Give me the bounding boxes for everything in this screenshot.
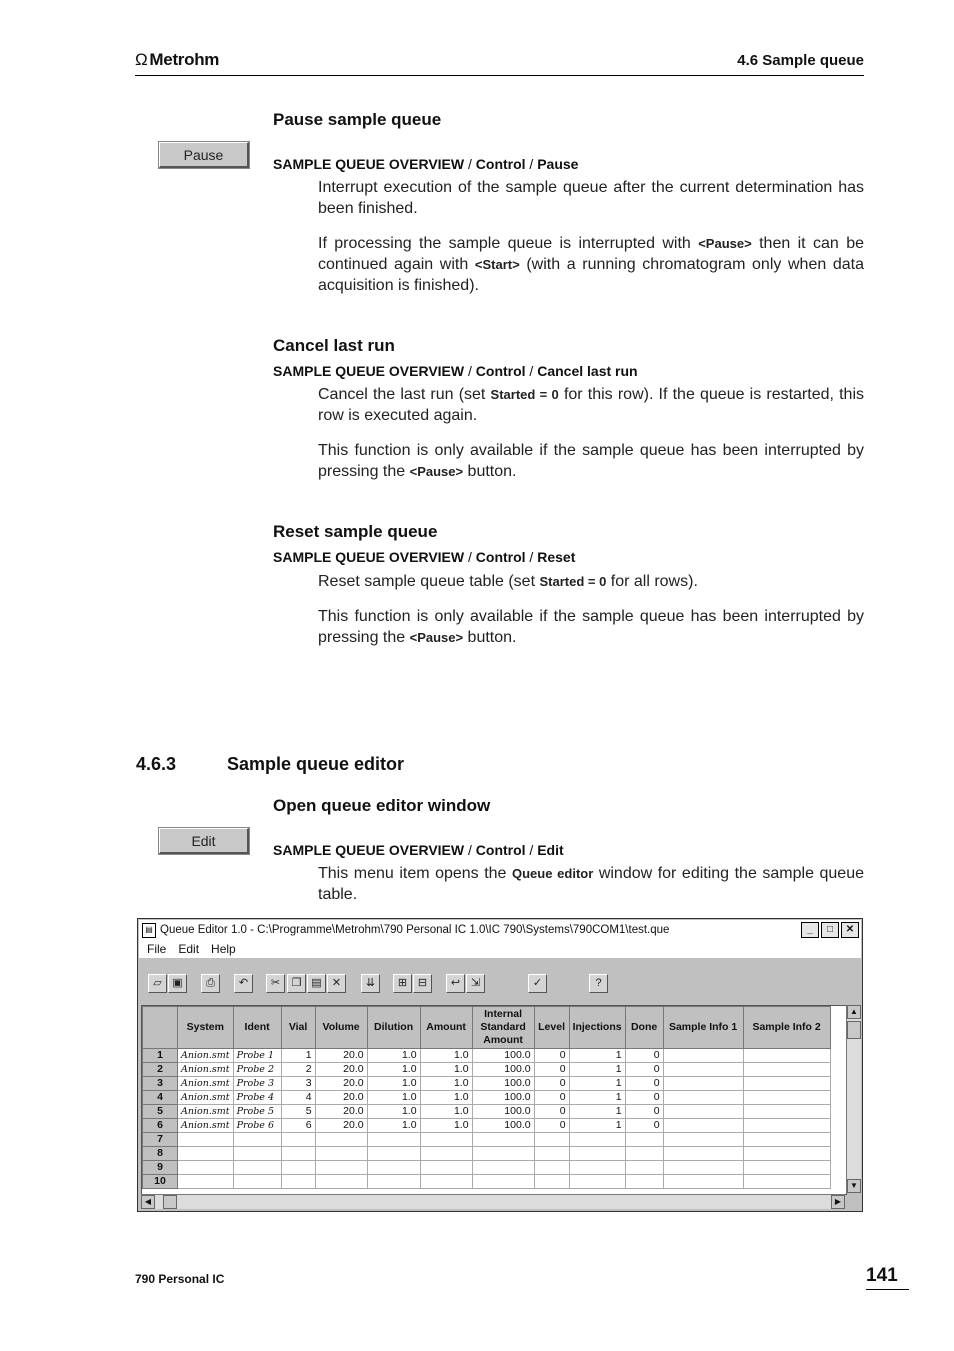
check-icon[interactable]: ✓ [528,974,547,993]
row-number[interactable]: 9 [143,1161,178,1175]
cell-vial[interactable] [281,1175,315,1189]
cell-info2[interactable] [743,1161,830,1175]
cell-volume[interactable] [315,1133,367,1147]
cell-amount[interactable]: 1.0 [420,1091,472,1105]
row-number[interactable]: 5 [143,1105,178,1119]
footer-product: 790 Personal IC [135,1272,225,1286]
import-icon[interactable]: ↩ [446,974,465,993]
cell-done[interactable]: 0 [625,1105,663,1119]
app-icon: ▤ [142,923,156,938]
table-row [143,1175,831,1189]
table-row [143,1105,831,1119]
open-heading: Open queue editor window [273,796,491,815]
cell-ident[interactable]: Probe 1 [233,1049,281,1063]
cell-inj[interactable] [569,1147,625,1161]
cell-dilution[interactable]: 1.0 [367,1077,420,1091]
cell-done[interactable] [625,1133,663,1147]
cell-inj[interactable]: 1 [569,1077,625,1091]
cell-info2[interactable] [743,1105,830,1119]
cell-volume[interactable]: 20.0 [315,1105,367,1119]
cell-vial[interactable]: 3 [281,1077,315,1091]
menubar [139,940,861,958]
cell-info1[interactable] [663,1105,743,1119]
cell-info1[interactable] [663,1091,743,1105]
cell-amount[interactable]: 1.0 [420,1063,472,1077]
scroll-left-icon[interactable]: ◀ [141,1195,155,1209]
cell-dilution[interactable] [367,1133,420,1147]
cell-amount[interactable]: 1.0 [420,1049,472,1063]
reset-para-1: Reset sample queue table (set Started = 0 for all rows). [318,573,698,590]
cell-ident[interactable]: Probe 2 [233,1063,281,1077]
cell-amount[interactable] [420,1175,472,1189]
cell-dilution[interactable]: 1.0 [367,1049,420,1063]
cell-vial[interactable]: 6 [281,1119,315,1133]
cancel-para-2: This function is only available if the sample queue has been interrupted by pressing the <Pause> button. [318,442,864,480]
cell-system[interactable]: Anion.smt [178,1105,234,1119]
toolbar [139,959,861,1004]
cell-done[interactable] [625,1147,663,1161]
cell-inj[interactable] [569,1161,625,1175]
cell-dilution[interactable] [367,1161,420,1175]
reset-para-2: This function is only available if the sample queue has been interrupted by pressing the <Pause> button. [318,608,864,646]
cell-system[interactable] [178,1133,234,1147]
cell-inj[interactable]: 1 [569,1091,625,1105]
scroll-up-icon[interactable]: ▲ [847,1005,861,1019]
paste-icon[interactable]: ▤ [307,974,326,993]
cell-info1[interactable] [663,1133,743,1147]
row-number[interactable]: 4 [143,1091,178,1105]
open-file-icon[interactable]: ▱ [148,974,167,993]
cell-ident[interactable] [233,1161,281,1175]
cell-amount[interactable] [420,1147,472,1161]
row-number[interactable]: 6 [143,1119,178,1133]
cell-vial[interactable]: 4 [281,1091,315,1105]
print-icon[interactable]: ⎙ [201,974,220,993]
cell-done[interactable] [625,1161,663,1175]
cell-done[interactable] [625,1175,663,1189]
row-number[interactable]: 10 [143,1175,178,1189]
cell-info2[interactable] [743,1133,830,1147]
queue-table [142,1006,831,1189]
cell-volume[interactable]: 20.0 [315,1077,367,1091]
cell-vial[interactable]: 2 [281,1063,315,1077]
cell-level[interactable]: 0 [534,1091,569,1105]
row-number[interactable]: 8 [143,1147,178,1161]
cell-info1[interactable] [663,1161,743,1175]
cell-inj[interactable]: 1 [569,1119,625,1133]
reset-menu-path: SAMPLE QUEUE OVERVIEW / Control / Reset [273,549,576,565]
cell-inj[interactable]: 1 [569,1049,625,1063]
cell-level[interactable]: 0 [534,1063,569,1077]
cell-volume[interactable]: 20.0 [315,1049,367,1063]
cell-volume[interactable] [315,1161,367,1175]
cell-inj[interactable] [569,1133,625,1147]
cell-isa[interactable]: 100.0 [472,1077,534,1091]
table-row [143,1063,831,1077]
close-icon[interactable]: ✕ [841,922,859,938]
cell-amount[interactable] [420,1161,472,1175]
horizontal-scrollbar[interactable] [141,1194,845,1209]
open-para: This menu item opens the Queue editor window for editing the sample queue table. [318,865,864,903]
col-sample-info-2[interactable]: Sample Info 2 [743,1007,830,1049]
table-row [143,1091,831,1105]
table-row [143,1161,831,1175]
insert-row-icon[interactable]: ⊞ [393,974,412,993]
col-dilution[interactable]: Dilution [367,1007,420,1049]
cell-ident[interactable] [233,1133,281,1147]
minimize-icon[interactable]: _ [801,922,819,938]
cell-volume[interactable]: 20.0 [315,1091,367,1105]
pause-para-1: Interrupt execution of the sample queue after the current determination has been finished. [318,179,864,217]
cell-system[interactable]: Anion.smt [178,1049,234,1063]
table-row [143,1077,831,1091]
table-row [143,1133,831,1147]
cell-level[interactable] [534,1161,569,1175]
cancel-heading: Cancel last run [273,336,395,355]
cancel-menu-path: SAMPLE QUEUE OVERVIEW / Control / Cancel last run [273,363,638,379]
cell-dilution[interactable]: 1.0 [367,1091,420,1105]
cell-level[interactable] [534,1175,569,1189]
cell-info1[interactable] [663,1147,743,1161]
cell-dilution[interactable]: 1.0 [367,1119,420,1133]
cell-level[interactable] [534,1147,569,1161]
metrohm-logo [135,50,219,70]
menu-help[interactable]: Help [211,942,236,956]
window-titlebar [139,920,861,941]
table-row [143,1049,831,1063]
row-number[interactable]: 3 [143,1077,178,1091]
cell-isa[interactable] [472,1175,534,1189]
page-number: 141 [866,1265,898,1286]
cell-dilution[interactable]: 1.0 [367,1105,420,1119]
section-number: 4.6.3 [136,754,177,774]
cell-info2[interactable] [743,1077,830,1091]
col-injections[interactable]: Injections [569,1007,625,1049]
corner-cell[interactable] [143,1007,178,1049]
cell-info1[interactable] [663,1175,743,1189]
cell-vial[interactable]: 1 [281,1049,315,1063]
row-number[interactable]: 2 [143,1063,178,1077]
cell-volume[interactable] [315,1175,367,1189]
page-number-rule [866,1289,909,1290]
scroll-right-icon[interactable]: ▶ [831,1195,845,1209]
row-number[interactable]: 7 [143,1133,178,1147]
cell-isa[interactable] [472,1147,534,1161]
scroll-thumb[interactable] [847,1021,861,1039]
cell-level[interactable]: 0 [534,1077,569,1091]
cell-info2[interactable] [743,1063,830,1077]
cell-ident[interactable] [233,1147,281,1161]
cell-dilution[interactable] [367,1147,420,1161]
cancel-para-1: Cancel the last run (set Started = 0 for this row). If the queue is restarted, this row is executed again. [318,386,865,424]
cell-ident[interactable]: Probe 3 [233,1077,281,1091]
cell-volume[interactable]: 20.0 [315,1119,367,1133]
edit-button[interactable]: Edit [159,828,249,854]
cell-done[interactable]: 0 [625,1077,663,1091]
running-header: 4.6 Sample queue [737,52,864,69]
reset-heading: Reset sample queue [273,522,438,541]
cell-isa[interactable]: 100.0 [472,1119,534,1133]
cell-inj[interactable] [569,1175,625,1189]
section-title: Sample queue editor [227,754,405,774]
hscroll-thumb[interactable] [163,1195,177,1209]
cell-done[interactable]: 0 [625,1119,663,1133]
cell-info2[interactable] [743,1049,830,1063]
cell-level[interactable]: 0 [534,1105,569,1119]
cell-info2[interactable] [743,1119,830,1133]
undo-icon[interactable]: ↶ [234,974,253,993]
cell-inj[interactable]: 1 [569,1063,625,1077]
cell-level[interactable] [534,1133,569,1147]
cell-vial[interactable] [281,1133,315,1147]
pause-para-2: If processing the sample queue is interrupted with <Pause> then it can be continued again with <Start> (with a running chromatogram only when data acquisition is finished). [318,235,865,294]
col-ident[interactable]: Ident [233,1007,281,1049]
cell-vial[interactable] [281,1147,315,1161]
cell-info2[interactable] [743,1147,830,1161]
pause-menu-path: SAMPLE QUEUE OVERVIEW / Control / Pause [273,156,579,172]
cell-info2[interactable] [743,1175,830,1189]
cell-inj[interactable]: 1 [569,1105,625,1119]
cell-system[interactable]: Anion.smt [178,1063,234,1077]
cell-volume[interactable]: 20.0 [315,1063,367,1077]
vertical-scrollbar[interactable] [846,1005,861,1193]
col-done[interactable]: Done [625,1007,663,1049]
cell-isa[interactable]: 100.0 [472,1091,534,1105]
cell-amount[interactable]: 1.0 [420,1119,472,1133]
cell-isa[interactable] [472,1133,534,1147]
cell-system[interactable]: Anion.smt [178,1091,234,1105]
omega-logo-icon: Ω [135,50,148,69]
cell-vial[interactable]: 5 [281,1105,315,1119]
cell-level[interactable]: 0 [534,1049,569,1063]
cell-system[interactable] [178,1175,234,1189]
cell-isa[interactable]: 100.0 [472,1063,534,1077]
cell-isa[interactable]: 100.0 [472,1049,534,1063]
header-rule [135,75,864,76]
queue-editor-window [137,918,863,1212]
cell-dilution[interactable] [367,1175,420,1189]
pause-heading: Pause sample queue [273,110,442,129]
cell-done[interactable]: 0 [625,1091,663,1105]
window-title: Queue Editor 1.0 - C:\Programme\Metrohm\790 Personal IC 1.0\IC 790\Systems\790COM1\test.que [160,924,670,936]
cell-amount[interactable]: 1.0 [420,1105,472,1119]
cell-amount[interactable]: 1.0 [420,1077,472,1091]
col-vial[interactable]: Vial [281,1007,315,1049]
cell-level[interactable]: 0 [534,1119,569,1133]
col-volume[interactable]: Volume [315,1007,367,1049]
cell-ident[interactable]: Probe 5 [233,1105,281,1119]
pause-button[interactable]: Pause [159,142,249,168]
col-sample-info-1[interactable]: Sample Info 1 [663,1007,743,1049]
logo-text: Metrohm [149,50,220,69]
table-row [143,1119,831,1133]
cell-done[interactable]: 0 [625,1049,663,1063]
header-row [143,1007,831,1049]
cell-ident[interactable] [233,1175,281,1189]
open-menu-path: SAMPLE QUEUE OVERVIEW / Control / Edit [273,842,564,858]
cell-system[interactable]: Anion.smt [178,1077,234,1091]
cell-info1[interactable] [663,1077,743,1091]
delete-icon[interactable]: ✕ [327,974,346,993]
cell-info2[interactable] [743,1091,830,1105]
fill-down-icon[interactable]: ⇊ [361,974,380,993]
scroll-down-icon[interactable]: ▼ [847,1179,861,1193]
export-icon[interactable]: ⇲ [466,974,485,993]
cell-info1[interactable] [663,1063,743,1077]
cell-isa[interactable] [472,1161,534,1175]
menu-file[interactable]: File [147,942,167,956]
col-system[interactable]: System [178,1007,234,1049]
queue-grid [141,1005,847,1195]
delete-row-icon[interactable]: ⊟ [413,974,432,993]
menu-edit[interactable]: Edit [178,942,200,956]
cut-icon[interactable]: ✂ [266,974,285,993]
cell-amount[interactable] [420,1133,472,1147]
cell-system[interactable] [178,1147,234,1161]
cell-done[interactable]: 0 [625,1063,663,1077]
cell-info1[interactable] [663,1119,743,1133]
cell-ident[interactable]: Probe 4 [233,1091,281,1105]
cell-dilution[interactable]: 1.0 [367,1063,420,1077]
cell-volume[interactable] [315,1147,367,1161]
cell-isa[interactable]: 100.0 [472,1105,534,1119]
row-number[interactable]: 1 [143,1049,178,1063]
help-icon[interactable]: ? [589,974,608,993]
cell-ident[interactable]: Probe 6 [233,1119,281,1133]
col-amount[interactable]: Amount [420,1007,472,1049]
save-icon[interactable]: ▣ [168,974,187,993]
maximize-icon[interactable]: □ [821,922,839,938]
cell-system[interactable]: Anion.smt [178,1119,234,1133]
copy-icon[interactable]: ❐ [287,974,306,993]
cell-info1[interactable] [663,1049,743,1063]
cell-vial[interactable] [281,1161,315,1175]
table-row [143,1147,831,1161]
cell-system[interactable] [178,1161,234,1175]
col-level[interactable]: Level [534,1007,569,1049]
col-internal-standard-amount[interactable]: Internal Standard Amount [472,1007,534,1049]
